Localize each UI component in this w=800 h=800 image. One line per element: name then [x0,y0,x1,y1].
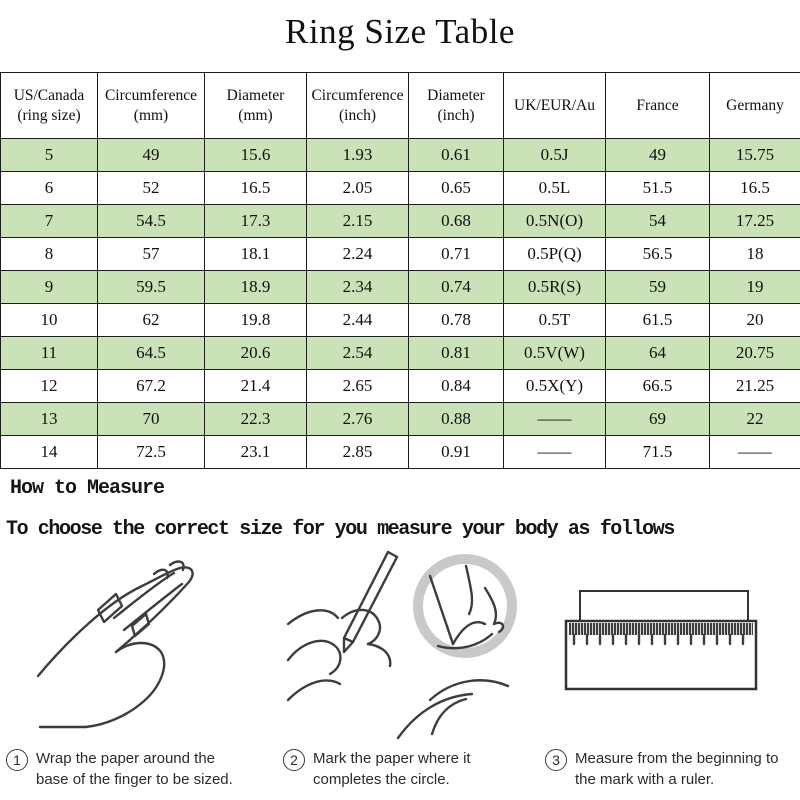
cell-circumference-inch: 2.65 [307,370,409,403]
cell-germany: 22 [710,403,800,436]
col-header-us-canada: US/Canada (ring size) [1,73,98,139]
cell-uk-eur-au: 0.5L [504,172,606,205]
cell-germany: 20 [710,304,800,337]
cell-ring-size: 7 [1,205,98,238]
cell-diameter-inch: 0.74 [409,271,504,304]
cell-diameter-mm: 15.6 [205,139,307,172]
cell-diameter-inch: 0.84 [409,370,504,403]
table-row [1,370,800,403]
cell-france: 66.5 [606,370,710,403]
cell-uk-eur-au: —— [504,403,606,436]
table-row [1,436,800,469]
cell-germany: 16.5 [710,172,800,205]
cell-germany: 18 [710,238,800,271]
cell-diameter-inch: 0.65 [409,172,504,205]
step-2-text: Mark the paper where it completes the circle. [313,750,471,788]
cell-diameter-mm: 22.3 [205,403,307,436]
cell-circumference-inch: 2.85 [307,436,409,469]
cell-france: 61.5 [606,304,710,337]
cell-uk-eur-au: 0.5P(Q) [504,238,606,271]
cell-ring-size: 9 [1,271,98,304]
cell-diameter-inch: 0.68 [409,205,504,238]
step-2-caption [283,748,471,790]
cell-germany: 20.75 [710,337,800,370]
cell-circumference-mm: 54.5 [98,205,205,238]
instruction-line: To choose the correct size for you measure your body as follows [6,518,674,541]
cell-germany: 19 [710,271,800,304]
ruler-measure-illustration [560,575,760,705]
step-3-number-badge: 3 [545,749,567,771]
step-1-caption [6,748,233,790]
cell-diameter-mm: 18.9 [205,271,307,304]
cell-uk-eur-au: 0.5T [504,304,606,337]
cell-diameter-mm: 16.5 [205,172,307,205]
cell-uk-eur-au: 0.5R(S) [504,271,606,304]
table-row [1,205,800,238]
cell-diameter-mm: 19.8 [205,304,307,337]
cell-circumference-inch: 2.34 [307,271,409,304]
cell-diameter-mm: 21.4 [205,370,307,403]
cell-circumference-inch: 1.93 [307,139,409,172]
cell-circumference-inch: 2.15 [307,205,409,238]
table-row [1,304,800,337]
col-header-diameter-mm: Diameter (mm) [205,73,307,139]
cell-diameter-mm: 18.1 [205,238,307,271]
page-title: Ring Size Table [285,12,515,51]
cell-france: 59 [606,271,710,304]
cell-france: 71.5 [606,436,710,469]
step-1-text: Wrap the paper around the base of the finger to be sized. [36,750,233,788]
ring-size-table [0,72,800,469]
cell-france: 64 [606,337,710,370]
cell-diameter-inch: 0.88 [409,403,504,436]
mark-paper-with-pen-illustration [280,548,550,748]
cell-diameter-mm: 20.6 [205,337,307,370]
cell-uk-eur-au: 0.5X(Y) [504,370,606,403]
cell-ring-size: 8 [1,238,98,271]
table-row [1,271,800,304]
cell-circumference-inch: 2.54 [307,337,409,370]
cell-germany: 17.25 [710,205,800,238]
col-header-diameter-inch: Diameter (inch) [409,73,504,139]
cell-ring-size: 14 [1,436,98,469]
table-row [1,337,800,370]
step-1-number-badge: 1 [6,749,28,771]
how-to-measure-heading: How to Measure [10,477,165,500]
col-header-circumference-inch: Circumference (inch) [307,73,409,139]
cell-ring-size: 11 [1,337,98,370]
cell-circumference-inch: 2.44 [307,304,409,337]
cell-diameter-inch: 0.81 [409,337,504,370]
cell-circumference-mm: 62 [98,304,205,337]
col-header-uk-eur-au: UK/EUR/Au [504,73,606,139]
cell-germany: —— [710,436,800,469]
cell-circumference-inch: 2.05 [307,172,409,205]
cell-circumference-inch: 2.76 [307,403,409,436]
table-row [1,139,800,172]
cell-ring-size: 6 [1,172,98,205]
cell-circumference-mm: 57 [98,238,205,271]
table-header [1,73,800,139]
cell-circumference-mm: 59.5 [98,271,205,304]
table-row [1,238,800,271]
table-row [1,403,800,436]
step-3-text: Measure from the beginning to the mark with a ruler. [575,750,779,788]
cell-uk-eur-au: 0.5J [504,139,606,172]
cell-ring-size: 10 [1,304,98,337]
cell-uk-eur-au: 0.5N(O) [504,205,606,238]
col-header-france: France [606,73,710,139]
cell-germany: 21.25 [710,370,800,403]
cell-france: 49 [606,139,710,172]
cell-france: 51.5 [606,172,710,205]
cell-ring-size: 13 [1,403,98,436]
table-body [1,139,800,469]
table-row [1,172,800,205]
cell-diameter-mm: 23.1 [205,436,307,469]
step-2-number-badge: 2 [283,749,305,771]
cell-france: 54 [606,205,710,238]
cell-ring-size: 5 [1,139,98,172]
step-3-caption [545,748,778,790]
cell-diameter-inch: 0.71 [409,238,504,271]
col-header-circumference-mm: Circumference (mm) [98,73,205,139]
cell-diameter-mm: 17.3 [205,205,307,238]
cell-france: 69 [606,403,710,436]
cell-uk-eur-au: —— [504,436,606,469]
cell-diameter-inch: 0.61 [409,139,504,172]
cell-diameter-inch: 0.78 [409,304,504,337]
table-header-row [1,73,800,139]
cell-circumference-inch: 2.24 [307,238,409,271]
cell-germany: 15.75 [710,139,800,172]
cell-circumference-mm: 52 [98,172,205,205]
cell-circumference-mm: 49 [98,139,205,172]
cell-diameter-inch: 0.91 [409,436,504,469]
hand-wrap-paper-illustration [20,548,250,743]
cell-france: 56.5 [606,238,710,271]
cell-ring-size: 12 [1,370,98,403]
cell-circumference-mm: 64.5 [98,337,205,370]
cell-uk-eur-au: 0.5V(W) [504,337,606,370]
col-header-germany: Germany [710,73,800,139]
cell-circumference-mm: 72.5 [98,436,205,469]
cell-circumference-mm: 67.2 [98,370,205,403]
cell-circumference-mm: 70 [98,403,205,436]
